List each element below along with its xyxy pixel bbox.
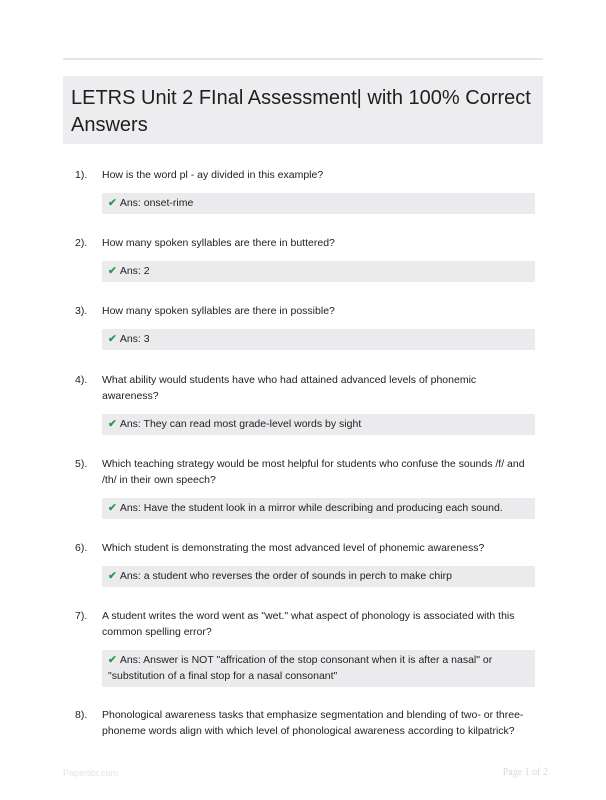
answer-text: Ans: Answer is NOT "affrication of the stop consonant when it is after a nasal" or "substitution of a final stop for a nasal consonant"	[108, 654, 493, 682]
check-icon: ✔	[108, 265, 117, 277]
answer-text: Ans: 2	[119, 265, 150, 277]
question-row	[75, 707, 535, 739]
check-icon: ✔	[108, 333, 117, 345]
question-text: What ability would students have who had attained advanced levels of phonemic awareness?	[102, 374, 477, 402]
answer-text: Ans: a student who reverses the order of sounds in perch to make chirp	[119, 570, 452, 582]
question-row	[75, 372, 535, 404]
question-number: 1).	[75, 169, 88, 181]
question-number: 7).	[75, 610, 88, 622]
check-icon: ✔	[108, 502, 117, 514]
qa-item-2	[75, 235, 535, 282]
top-divider	[63, 58, 543, 60]
qa-item-5	[75, 456, 535, 519]
qa-item-1	[75, 167, 535, 214]
check-icon: ✔	[108, 418, 117, 430]
question-text: How many spoken syllables are there in buttered?	[102, 237, 335, 249]
question-number: 2).	[75, 237, 88, 249]
question-row	[75, 167, 535, 183]
answer-box	[102, 566, 535, 587]
qa-item-4	[75, 372, 535, 435]
question-number: 5).	[75, 458, 88, 470]
question-text: A student writes the word went as "wet." what aspect of phonology is associated with this common spelling error?	[102, 610, 515, 638]
question-text: Which student is demonstrating the most advanced level of phonemic awareness?	[102, 542, 485, 554]
check-icon: ✔	[108, 570, 117, 582]
answer-text: Ans: Have the student look in a mirror while describing and producing each sound.	[119, 502, 503, 514]
question-text: Phonological awareness tasks that emphasize segmentation and blending of two- or three-phoneme words align with which level of phonological awareness according to kilpatrick?	[102, 709, 524, 737]
document-title: LETRS Unit 2 FInal Assessment| with 100% Correct Answers	[71, 87, 531, 136]
check-icon: ✔	[108, 197, 117, 209]
page-number: Page 1 of 2	[502, 767, 548, 778]
question-text: How many spoken syllables are there in possible?	[102, 305, 335, 317]
question-row	[75, 235, 535, 251]
answer-box	[102, 261, 535, 282]
answer-text: Ans: 3	[119, 333, 150, 345]
question-row	[75, 540, 535, 556]
question-number: 8).	[75, 709, 88, 721]
answer-box	[102, 414, 535, 435]
question-row	[75, 608, 535, 640]
watermark-text: Paperlibr.com	[63, 768, 119, 778]
question-text: How is the word pl - ay divided in this example?	[102, 169, 324, 181]
answer-box	[102, 193, 535, 214]
qa-item-7	[75, 608, 535, 687]
question-number: 3).	[75, 305, 88, 317]
question-number: 6).	[75, 542, 88, 554]
answer-box	[102, 650, 535, 687]
question-number: 4).	[75, 374, 88, 386]
qa-item-6	[75, 540, 535, 587]
check-icon: ✔	[108, 654, 117, 666]
answer-text: Ans: onset-rime	[119, 197, 194, 209]
answer-box	[102, 498, 535, 519]
qa-item-3	[75, 303, 535, 350]
title-banner	[63, 76, 543, 144]
qa-item-8	[75, 707, 535, 739]
answer-text: Ans: They can read most grade-level words by sight	[119, 418, 362, 430]
question-row	[75, 303, 535, 319]
answer-box	[102, 329, 535, 350]
question-text: Which teaching strategy would be most helpful for students who confuse the sounds /f/ and /th/ in their own speech?	[102, 458, 525, 486]
question-row	[75, 456, 535, 488]
